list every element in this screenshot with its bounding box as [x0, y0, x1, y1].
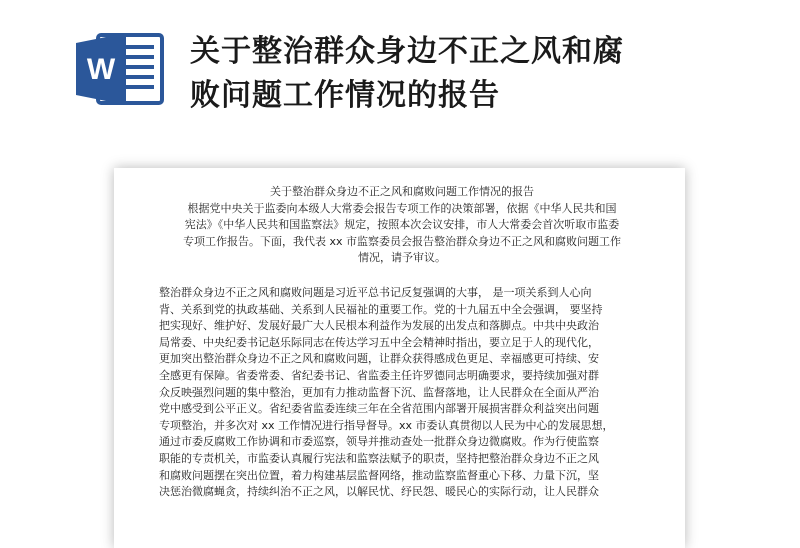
- paragraph-gap: [159, 267, 645, 285]
- intro-line: 根据党中央关于监委向本级人大常委会报告专项工作的决策部署，依据《中华人民共和国: [187, 201, 617, 215]
- body-paragraph: [159, 285, 645, 501]
- intro-line: 专项工作报告。下面，我代表 xx 市监察委员会报告整治群众身边不正之风和腐败问题工作: [182, 234, 621, 248]
- body-line: 决惩治微腐蝇贪，持续纠治不正之风，以解民忧、纾民怨、暖民心的实际行动，让人民群众: [159, 485, 599, 499]
- word-letter: W: [86, 53, 116, 86]
- body-line: 把实现好、维护好、发展好最广大人民根本利益作为发展的出发点和落脚点。中共中央政治: [159, 319, 599, 333]
- body-line: 全感更有保障。省委常委、省纪委书记、省监委主任许罗德同志明确要求，要持续加强对群: [159, 368, 599, 382]
- intro-paragraph: [159, 201, 645, 267]
- body-line: 更加突出整治群众身边不正之风和腐败问题，让群众获得感成色更足、幸福感更可持续、安: [159, 352, 599, 366]
- intro-line: 情况，请予审议。: [358, 251, 446, 265]
- title-line-2: 败问题工作情况的报告: [190, 78, 500, 113]
- body-line: 通过市委反腐败工作协调和市委巡察，领导并推动查处一批群众身边微腐败。作为行使监察: [159, 435, 599, 449]
- body-line: 众反映强烈问题的集中整治，更加有力推动监督下沉、监督落地，让人民群众在全面从严治: [159, 385, 599, 399]
- intro-line: 宪法》《中华人民共和国监察法》规定，按照本次会议安排，市人大常委会首次听取市监委: [184, 218, 620, 232]
- body-line: 党中感受到公平正义。省纪委省监委连续三年在全省范围内部署开展损害群众利益突出问题: [159, 402, 599, 416]
- body-line: 和腐败问题摆在突出位置，着力构建基层监督网络，推动监察监督重心下移、力量下沉，坚: [159, 468, 599, 482]
- body-line: 整治群众身边不正之风和腐败问题是习近平总书记反复强调的大事， 是一项关系到人心向: [159, 285, 592, 299]
- document-content: [159, 184, 645, 501]
- document-heading: 关于整治群众身边不正之风和腐败问题工作情况的报告: [270, 185, 534, 198]
- page-title: [190, 30, 780, 118]
- body-line: 专项整治，并多次对 xx 工作情况进行指导督导。xx 市委认真贯彻以人民为中心的发展思想，: [159, 418, 614, 432]
- document-page-preview: [114, 168, 685, 548]
- body-line: 背、关系到党的执政基础、关系到人民福祉的重要工作。党的十九届五中全会强调， 要坚持: [159, 302, 603, 316]
- body-line: 职能的专责机关，市监委认真履行宪法和监察法赋予的职责，坚持把整治群众身边不正之风: [159, 451, 599, 465]
- title-line-1: 关于整治群众身边不正之风和腐: [190, 34, 624, 69]
- body-line: 局常委、中央纪委书记赵乐际同志在传达学习五中全会精神时指出，要立足于人的现代化，: [159, 335, 599, 349]
- word-icon: [76, 33, 164, 105]
